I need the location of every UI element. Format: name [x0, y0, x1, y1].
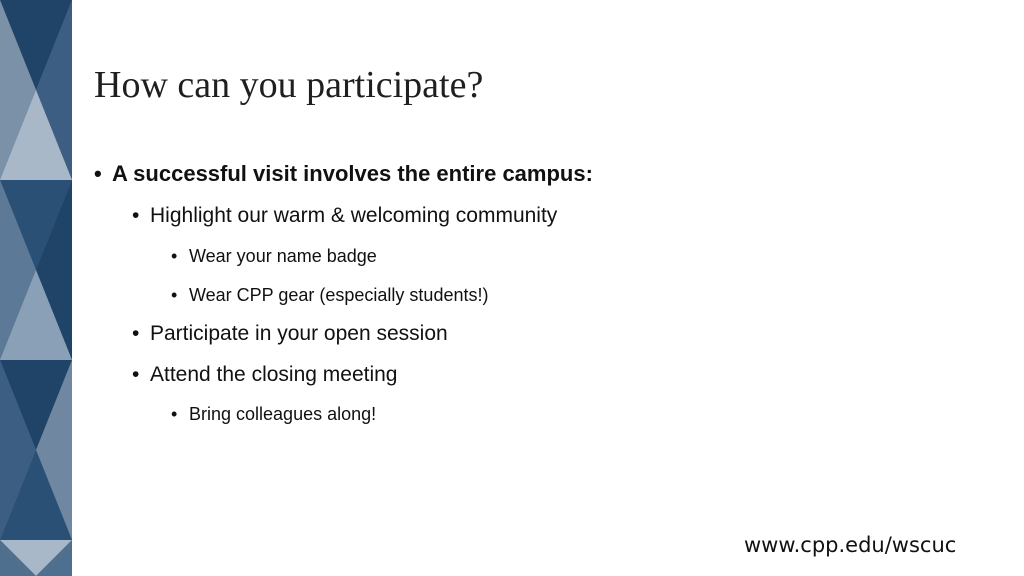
bullet-dot: •: [132, 322, 140, 345]
bullet-text: Bring colleagues along!: [189, 404, 377, 424]
bullet-dot: •: [171, 404, 178, 424]
bullet-dot: •: [132, 363, 140, 386]
bullet-dot: •: [132, 204, 140, 227]
bullet-dot: •: [171, 246, 178, 266]
bullet-dot: •: [94, 161, 102, 186]
footer-url: www.cpp.edu/wscuc: [744, 533, 957, 557]
bullet-item-level3: [171, 283, 488, 307]
slide-title: How can you participate?: [94, 64, 484, 106]
bullet-text: Wear CPP gear (especially students!): [189, 285, 489, 305]
bullet-text: A successful visit involves the entire campus:: [112, 161, 593, 186]
bullet-item-level2: [132, 202, 557, 230]
bullet-item-level1: [94, 160, 593, 188]
bullet-item-level3: [171, 244, 377, 268]
bullet-item-level2: [132, 361, 398, 389]
bullet-text: Attend the closing meeting: [150, 363, 398, 386]
bullet-text: Participate in your open session: [150, 322, 448, 345]
bullet-text: Wear your name badge: [189, 246, 377, 266]
bullet-item-level2: [132, 320, 448, 348]
bullet-text: Highlight our warm & welcoming community: [150, 204, 558, 227]
bullet-item-level3: [171, 402, 376, 426]
bullet-dot: •: [171, 285, 178, 305]
